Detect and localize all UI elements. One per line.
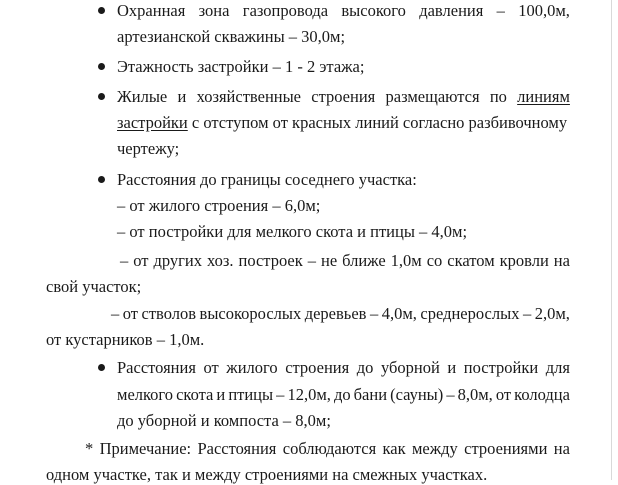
item-3-sub-4b: от кустарников – 1,0м. <box>46 330 205 349</box>
word: – <box>369 304 379 323</box>
word: и <box>447 358 457 377</box>
word: кровли <box>499 251 549 270</box>
word: * <box>85 439 94 458</box>
word: мелкого <box>117 385 174 404</box>
word: размещаются <box>385 87 480 106</box>
word: Примечание: <box>99 439 192 458</box>
item-3-sub-2: – от постройки для мелкого скота и птицы – 4,0м; <box>117 222 468 241</box>
underlined-term: застройки <box>117 113 188 132</box>
word: деревьев <box>304 304 367 323</box>
word: 1,0м <box>390 251 422 270</box>
bullet-icon <box>98 176 105 183</box>
word: построек <box>238 251 303 270</box>
word: Расстояния <box>197 439 277 458</box>
word: не <box>320 251 338 270</box>
word: хоз. <box>206 251 234 270</box>
word: 12,0м, <box>287 385 331 404</box>
word: давления <box>419 1 484 20</box>
word: строениями <box>464 439 548 458</box>
word: бани <box>353 385 388 404</box>
item-2-line-3: чертежу; <box>117 139 180 158</box>
bullet-icon <box>98 364 105 371</box>
word: 100,0м, <box>518 1 570 20</box>
bullet-icon <box>98 63 105 70</box>
word: скота <box>176 385 214 404</box>
word: до <box>333 385 351 404</box>
word: Расстояния <box>117 358 196 377</box>
bullet-icon <box>98 93 105 100</box>
word: 2,0м, <box>534 304 570 323</box>
word: со <box>426 251 443 270</box>
word: по <box>489 87 507 106</box>
word: хозяйственные <box>196 87 302 106</box>
word: зона <box>198 1 230 20</box>
word: на <box>553 439 570 458</box>
word: как <box>382 439 406 458</box>
word: среднерослых <box>420 304 520 323</box>
item-3-sub-1: – от жилого строения – 6,0м; <box>117 196 321 215</box>
word: – <box>446 385 455 404</box>
item-0-line-2: артезианской скважины – 30,0м; <box>117 27 346 46</box>
word: – <box>307 251 316 270</box>
word: – <box>522 304 532 323</box>
item-3-sub-4 <box>111 304 570 324</box>
item-3-line-1: Расстояния до границы соседнего участка: <box>117 170 417 189</box>
word: между <box>411 439 458 458</box>
word: птицы <box>228 385 274 404</box>
word: линиям <box>517 87 570 106</box>
word: (сауны) <box>390 385 444 404</box>
word: колодца <box>514 385 570 404</box>
item-4-line-2 <box>117 385 570 405</box>
word: других <box>153 251 202 270</box>
word: от <box>495 385 512 404</box>
item-1-line-1: Этажность застройки – 1 - 2 этажа; <box>117 57 365 76</box>
item-2-line-2-text: с отступом от красных линий согласно разбивочному <box>187 113 568 132</box>
word: 4,0м, <box>381 304 417 323</box>
item-2-line-1 <box>117 87 570 107</box>
word: от <box>122 304 138 323</box>
word: – <box>276 385 285 404</box>
item-2-line-2 <box>117 113 570 133</box>
word: – <box>120 251 129 270</box>
word: газопровода <box>242 1 329 20</box>
word: от <box>203 358 219 377</box>
word: стволов <box>141 304 197 323</box>
word: на <box>553 251 570 270</box>
note-line-2: одном участке, так и между строениями на смежных участках. <box>46 465 488 484</box>
word: ближе <box>342 251 386 270</box>
word: соблюдаются <box>282 439 377 458</box>
word: – <box>111 304 120 323</box>
bullet-icon <box>98 7 105 14</box>
word: – <box>496 1 505 20</box>
word: жилого <box>226 358 278 377</box>
word: для <box>545 358 570 377</box>
scan-edge <box>611 0 612 480</box>
word: Жилые <box>117 87 168 106</box>
note-line-1 <box>85 439 570 459</box>
word: 8,0м, <box>457 385 493 404</box>
word: и <box>216 385 226 404</box>
word: высокорослых <box>199 304 302 323</box>
word: строения <box>285 358 350 377</box>
word: уборной <box>380 358 440 377</box>
word: высокого <box>341 1 406 20</box>
item-0-line-1 <box>117 1 570 21</box>
word: Охранная <box>117 1 186 20</box>
word: и <box>177 87 187 106</box>
item-4-line-1 <box>117 358 570 378</box>
item-3-sub-3b: свой участок; <box>46 277 142 296</box>
item-3-sub-3 <box>120 251 570 271</box>
item-4-line-3: до уборной и компоста – 8,0м; <box>117 411 331 430</box>
word: от <box>133 251 149 270</box>
word: скатом <box>447 251 495 270</box>
word: строения <box>311 87 376 106</box>
word: до <box>356 358 374 377</box>
word: постройки <box>463 358 539 377</box>
